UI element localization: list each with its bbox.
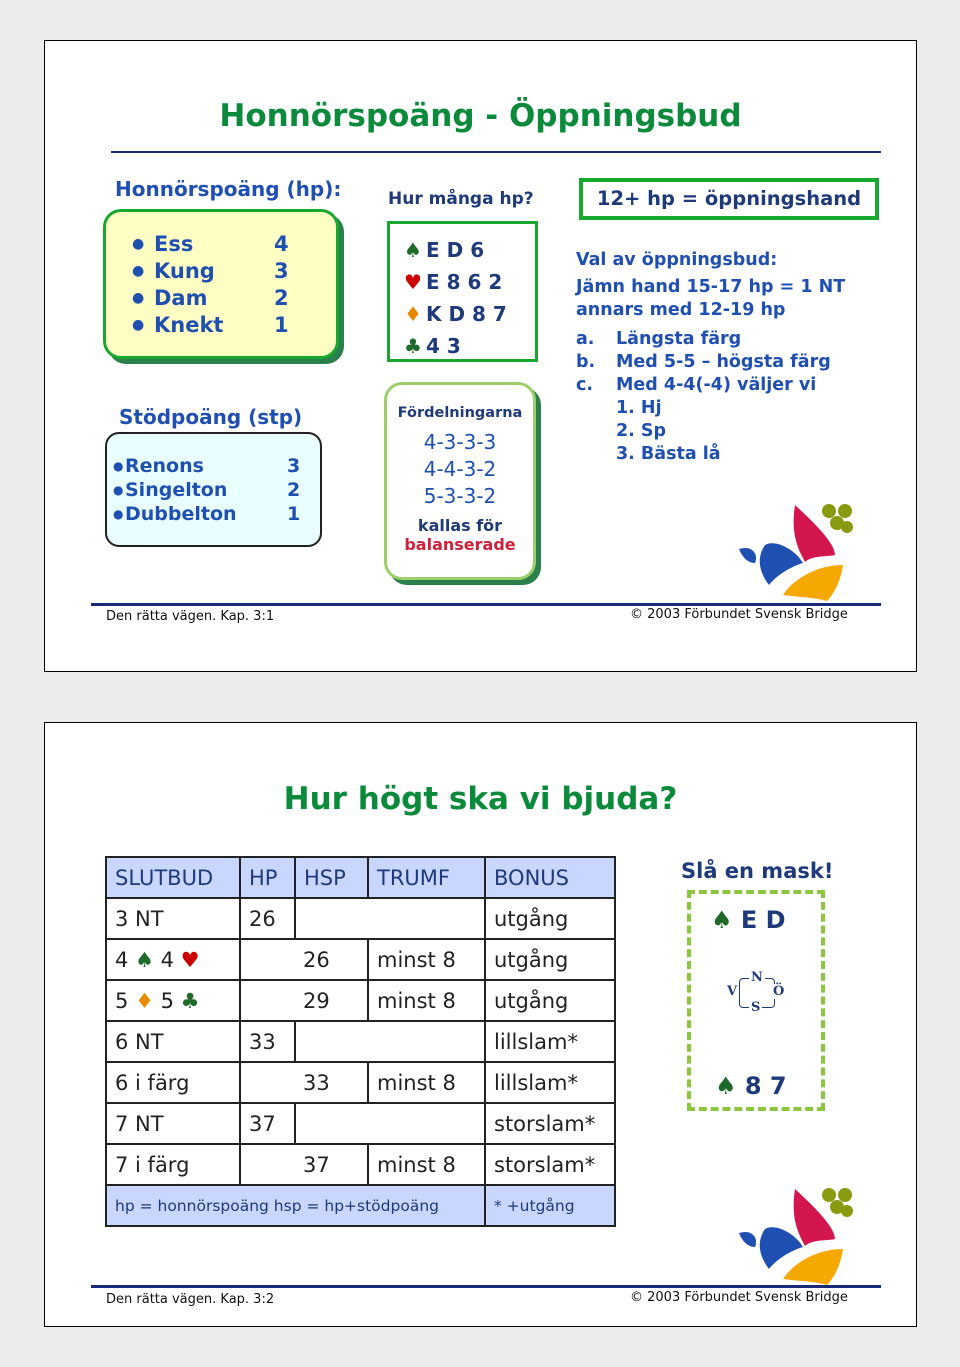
hp-item: ● Ess 4 xyxy=(132,231,289,256)
bid-choice-subitem: 1. Hj xyxy=(616,398,662,418)
footer-left: Den rätta vägen. Kap. 3:2 xyxy=(106,1292,275,1307)
hand-row-hearts: ♥ E 8 6 2 xyxy=(400,266,507,298)
bid-table xyxy=(105,856,616,1227)
table-row: 6 i färg 33 minst 8 lillslam* xyxy=(106,1062,615,1103)
bid-choice-subitem: 3. Bästa lå xyxy=(616,444,721,464)
hp-box xyxy=(103,209,339,359)
table-row: 4 ♠ 4 ♥ 26 minst 8 utgång xyxy=(106,939,615,980)
distribution-called: kallas för xyxy=(417,516,503,535)
distribution-balanced: balanserade xyxy=(404,535,516,554)
bid-choice-item: Med 4-4(-4) väljer vi xyxy=(616,375,817,395)
hp-heading: Honnörspoäng (hp): xyxy=(115,177,342,201)
hand-box xyxy=(387,221,538,362)
bridge-logo-icon xyxy=(735,1181,865,1296)
stp-item: ● Dubbelton 1 xyxy=(113,503,301,525)
hp-item: ● Knekt 1 xyxy=(132,312,289,337)
bid-choice-item: Med 5-5 – högsta färg xyxy=(616,352,831,372)
compass-n: N xyxy=(751,970,763,985)
finesse-heading: Slå en mask! xyxy=(681,859,834,883)
table-footnote-row xyxy=(106,1185,615,1226)
spade-icon: ♠ xyxy=(135,947,154,972)
stp-box xyxy=(105,432,322,547)
compass xyxy=(727,970,785,1015)
slide-1 xyxy=(44,40,917,672)
table-footnote: * +utgång xyxy=(485,1185,615,1226)
table-footnote: hp = honnörspoäng hsp = hp+stödpoäng xyxy=(106,1185,485,1226)
compass-v: V xyxy=(727,984,738,999)
table-header: TRUMF xyxy=(368,857,485,898)
footer-right: © 2003 Förbundet Svensk Bridge xyxy=(630,1290,848,1305)
table-header: HSP xyxy=(295,857,368,898)
distribution-heading: Fördelningarna xyxy=(397,405,523,421)
bid-choice-heading: Val av öppningsbud: xyxy=(576,250,778,270)
opening-hand-box: 12+ hp = öppningshand xyxy=(579,178,879,220)
distribution-pattern: 4-4-3-2 xyxy=(423,457,497,481)
table-header: BONUS xyxy=(485,857,615,898)
footer-right: © 2003 Förbundet Svensk Bridge xyxy=(630,607,848,622)
bid-choice: Val av öppningsbud: Jämn hand 15-17 hp = 1 NT annars med 12-19 hp a. Längsta färg b. Med 5-5 – högsta färg c. Med 4-4(-4) väljer vi 1. Hj 2. Sp 3. Bästa lå xyxy=(576,250,845,467)
table-row: 5 ♦ 5 ♣ 29 minst 8 utgång xyxy=(106,980,615,1021)
hand-row-spades: ♠ E D 6 xyxy=(400,234,507,266)
club-icon: ♣ xyxy=(404,334,422,358)
finesse-box xyxy=(687,890,825,1111)
distribution-pattern: 4-3-3-3 xyxy=(423,430,497,454)
hand-question: Hur många hp? xyxy=(388,189,534,209)
spade-icon: ♠ xyxy=(711,906,733,934)
distribution-box xyxy=(384,382,536,580)
suit-bid-cell: 4 ♠ 4 ♥ xyxy=(106,939,240,980)
bridge-logo-icon xyxy=(735,497,865,612)
slide-2 xyxy=(44,722,917,1327)
heart-icon: ♥ xyxy=(180,947,200,972)
table-row: 7 NT 37 storslam* xyxy=(106,1103,615,1144)
hand-row-clubs: ♣ 4 3 xyxy=(400,330,507,362)
bid-choice-line: Jämn hand 15-17 hp = 1 NT xyxy=(576,277,846,297)
table-row: 6 NT 33 lillslam* xyxy=(106,1021,615,1062)
footer-rule xyxy=(91,1285,881,1288)
diamond-icon: ♦ xyxy=(404,302,422,326)
diamond-icon: ♦ xyxy=(135,988,154,1013)
slide-title: Hur högt ska vi bjuda? xyxy=(283,781,678,817)
hand-row-diamonds: ♦ K D 8 7 xyxy=(400,298,507,330)
table-header: SLUTBUD xyxy=(106,857,240,898)
stp-item: ● Singelton 2 xyxy=(113,479,301,501)
bid-choice-subitem: 2. Sp xyxy=(616,421,667,441)
finesse-south: ♠ 8 7 xyxy=(715,1072,787,1100)
finesse-north: ♠ E D xyxy=(711,906,786,934)
footer-rule xyxy=(91,603,881,606)
spade-icon: ♠ xyxy=(404,238,422,262)
bid-choice-item: Längsta färg xyxy=(616,329,742,349)
suit-bid-cell: 5 ♦ 5 ♣ xyxy=(106,980,240,1021)
stp-heading: Stödpoäng (stp) xyxy=(119,405,303,429)
table-row: 7 i färg 37 minst 8 storslam* xyxy=(106,1144,615,1185)
compass-s: S xyxy=(751,1000,761,1015)
hp-item: ● Dam 2 xyxy=(132,285,289,310)
club-icon: ♣ xyxy=(180,988,200,1013)
bid-choice-line: annars med 12-19 hp xyxy=(576,300,786,320)
table-row: 3 NT 26 utgång xyxy=(106,898,615,939)
compass-o: Ö xyxy=(773,984,785,999)
table-header-row xyxy=(106,857,615,898)
distribution-pattern: 5-3-3-2 xyxy=(423,484,497,508)
slide-title: Honnörspoäng - Öppningsbud xyxy=(219,98,742,134)
table-header: HP xyxy=(240,857,295,898)
stp-item: ● Renons 3 xyxy=(113,455,301,477)
title-rule xyxy=(111,151,881,153)
hp-item: ● Kung 3 xyxy=(132,258,289,283)
heart-icon: ♥ xyxy=(404,270,422,294)
spade-icon: ♠ xyxy=(715,1072,737,1100)
footer-left: Den rätta vägen. Kap. 3:1 xyxy=(106,609,275,624)
